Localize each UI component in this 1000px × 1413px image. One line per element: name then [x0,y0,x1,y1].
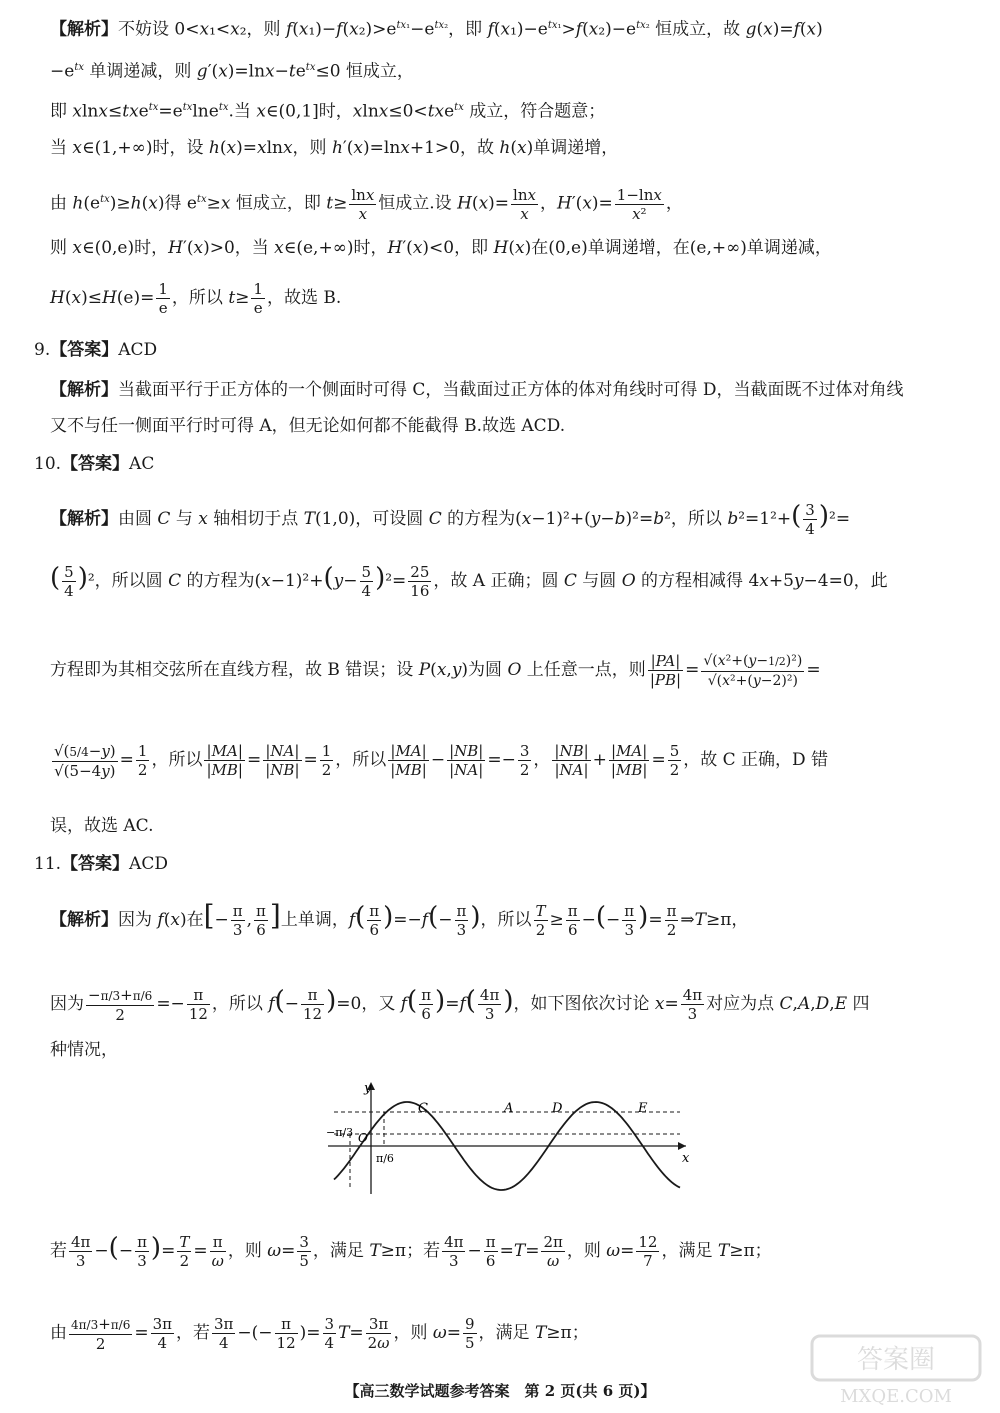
text-line-10a: 【解析】由圆 C 与 x 轴相切于点 T(1,0)，可设圆 C 的方程为(x−1)²+(y−b)²=b²，所以 b²=1²+( $\frac{3}{4}$ )²= [50,501,851,538]
x-axis-label: x [682,1151,690,1166]
answer-10: 10.【答案】AC [34,454,155,474]
text-line-10d: $\frac{√(5/4-y)}{√(5-4y)}$ = $\frac{1}{2}$ ，所以 $\frac{|MA|}{|MB|}$ = $\frac{|NA|}{|NB|}$ = $\frac{1}{2}$ ，所以 $\frac{|MA|}{|MB|}$ − $\frac{|NB|}{|NA|}$ =− $\frac{3}{2}$ ， $\frac{|NB|}{|NA|}$ + $\frac{|MA|}{|MB|}$ = $\frac{5}{2}$ ，故 C 正确，D 错 [54,741,829,780]
answer-11: 11.【答案】ACD [34,854,168,874]
x-axis-arrow [678,1142,686,1150]
text-line-6: 则 x∈(0,e)时，H′(x)>0，当 x∈(e,+∞)时，H′(x)<0，即 H(x)在(0,e)单调递增，在(e,+∞)单调递减， [50,238,832,258]
point-E-label: E [638,1101,648,1116]
svg-text:答案圈: 答案圈 [856,1345,936,1375]
text-line-2: $-e^{tx}$ 单调递减，则 $g'(x)=\ln x-te^{tx}\le 0$ 恒成立， [50,61,414,82]
text-line-3: 即 $xlnx\le txe^{tx}=e^{tx}\ln e^{tx}$.当 x∈(0,1]时，xlnx≤0<txe$^{tx}$ 成立，符合题意； [50,101,606,122]
text-line-9a: 【解析】当截面平行于正方体的一个侧面时可得 C，当截面过正方体的体对角线时可得 D，当截面既不过体对角线 [50,380,904,400]
point-D-label: D [552,1101,563,1116]
text-line-10c: 方程即为其相交弦所在直线方程，故 B 错误；设 P(x,y)为圆 O 上任意一点，则 $\frac{|PA|}{|PB|}$ = $\frac{\text{√(x²+(y−1/2)²)}}{\text{√(x²+(y−2)²)}}$ = [50,652,821,689]
answer-9: 9.【答案】ACD [34,340,158,360]
tick-right-label: π/6 [376,1152,394,1165]
text-line-10b: ( $\frac{5}{4}$ )²，所以圆 C 的方程为(x−1)²+(y− $\frac{5}{4}$ )²= $\frac{25}{16}$ ，故 A 正确；圆 C 与圆 O 的方程相减得 4x+5y−4=0，此 [50,563,888,600]
text-line-10e: 误，故选 AC. [50,816,154,836]
text-line-7: H(x)≤H(e)= $\frac{1}{e}$ ，所以 t≥ $\frac{1}{e}$ ，故选 B. [50,280,342,317]
svg-text:MXQE.COM: MXQE.COM [840,1386,952,1407]
text-line-4: 当 x∈(1,+∞)时，设 h(x)=xlnx，则 h′(x)=lnx+1>0，故 h(x)单调递增， [50,138,619,158]
point-A-label: A [504,1101,514,1116]
text-line-11e: 由 $\frac{4\pi/3+\pi/6}{2}$ = $\frac{3\pi}{4}$ ，若 $\frac{3\pi}{4}$ −(− $\frac{\pi}{12}$ )= $\frac{3}{4}$ T= $\frac{3\pi}{2\omega}$ ，则 ω= $\frac{9}{5}$ ，满足 T≥π； [50,1314,589,1353]
y-axis-label: y [364,1081,372,1096]
text-line-11c: 种情况， [50,1040,118,1060]
origin-label: O [358,1131,368,1145]
watermark-logo [806,1330,986,1410]
point-C-label: C [418,1101,428,1116]
tick-left-label: −π/3 [326,1126,354,1139]
text-line-11a: 【解析】因为 f(x)在[− $\frac{\pi}{3}$ , $\frac{\pi}{6}$ ]上单调，f( $\frac{\pi}{6}$ )=−f(− $\frac{\pi}{3}$ )，所以 $\frac{T}{2}$ ≥ $\frac{\pi}{6}$ −(− $\frac{\pi}{3}$ )= $\frac{\pi}{2}$ ⇒T≥π， [50,899,749,939]
text-line-11b: 因为 $\frac{-\pi/3+\pi/6}{2}$ =− $\frac{\pi}{12}$ ，所以 f(− $\frac{\pi}{12}$ )=0，又 f( $\frac{\pi}{6}$ )=f( $\frac{4\pi}{3}$ )，如下图依次讨论 x= $\frac{4\pi}{3}$ 对应为点 C,A,D,E 四 [50,985,870,1024]
text-line-9b: 又不与任一侧面平行时可得 A，但无论如何都不能截得 B.故选 ACD. [50,416,566,436]
text-line-5: 由 $h(e^{tx})\ge h(x)$得 $e^{tx}\ge x$ 恒成立，即 t≥ $\frac{\ln x}{x}$ 恒成立.设 H(x)= $\frac{\ln x}{x}$ ，H′(x)= $\frac{1-\ln x}{\text{x²}}$ ， [50,185,683,223]
text-line-1: 【解析】不妨设 0<x₁<x₂，则 $f(x_1)-f(x_2)>e^{tx_1}-e^{tx_2}$，即 $f(x_1)-e^{tx_1}>f(x_2)-e^{tx_2}$ 恒成立，故 g(x)=f(x) [50,19,823,40]
page-footer: 【高三数学试题参考答案 第 2 页(共 6 页)】 [344,1382,656,1400]
sine-wave-figure [320,1078,700,1198]
text-line-11d: 若 $\frac{4\pi}{3}$ −(− $\frac{\pi}{3}$ )= $\frac{T}{2}$ = $\frac{\pi}{\omega}$ ，则 ω= $\frac{3}{5}$ ，满足 T≥π；若 $\frac{4\pi}{3}$ − $\frac{\pi}{6}$ =T= $\frac{2\pi}{\omega}$ ，则 ω= $\frac{12}{7}$ ，满足 T≥π； [50,1233,772,1270]
